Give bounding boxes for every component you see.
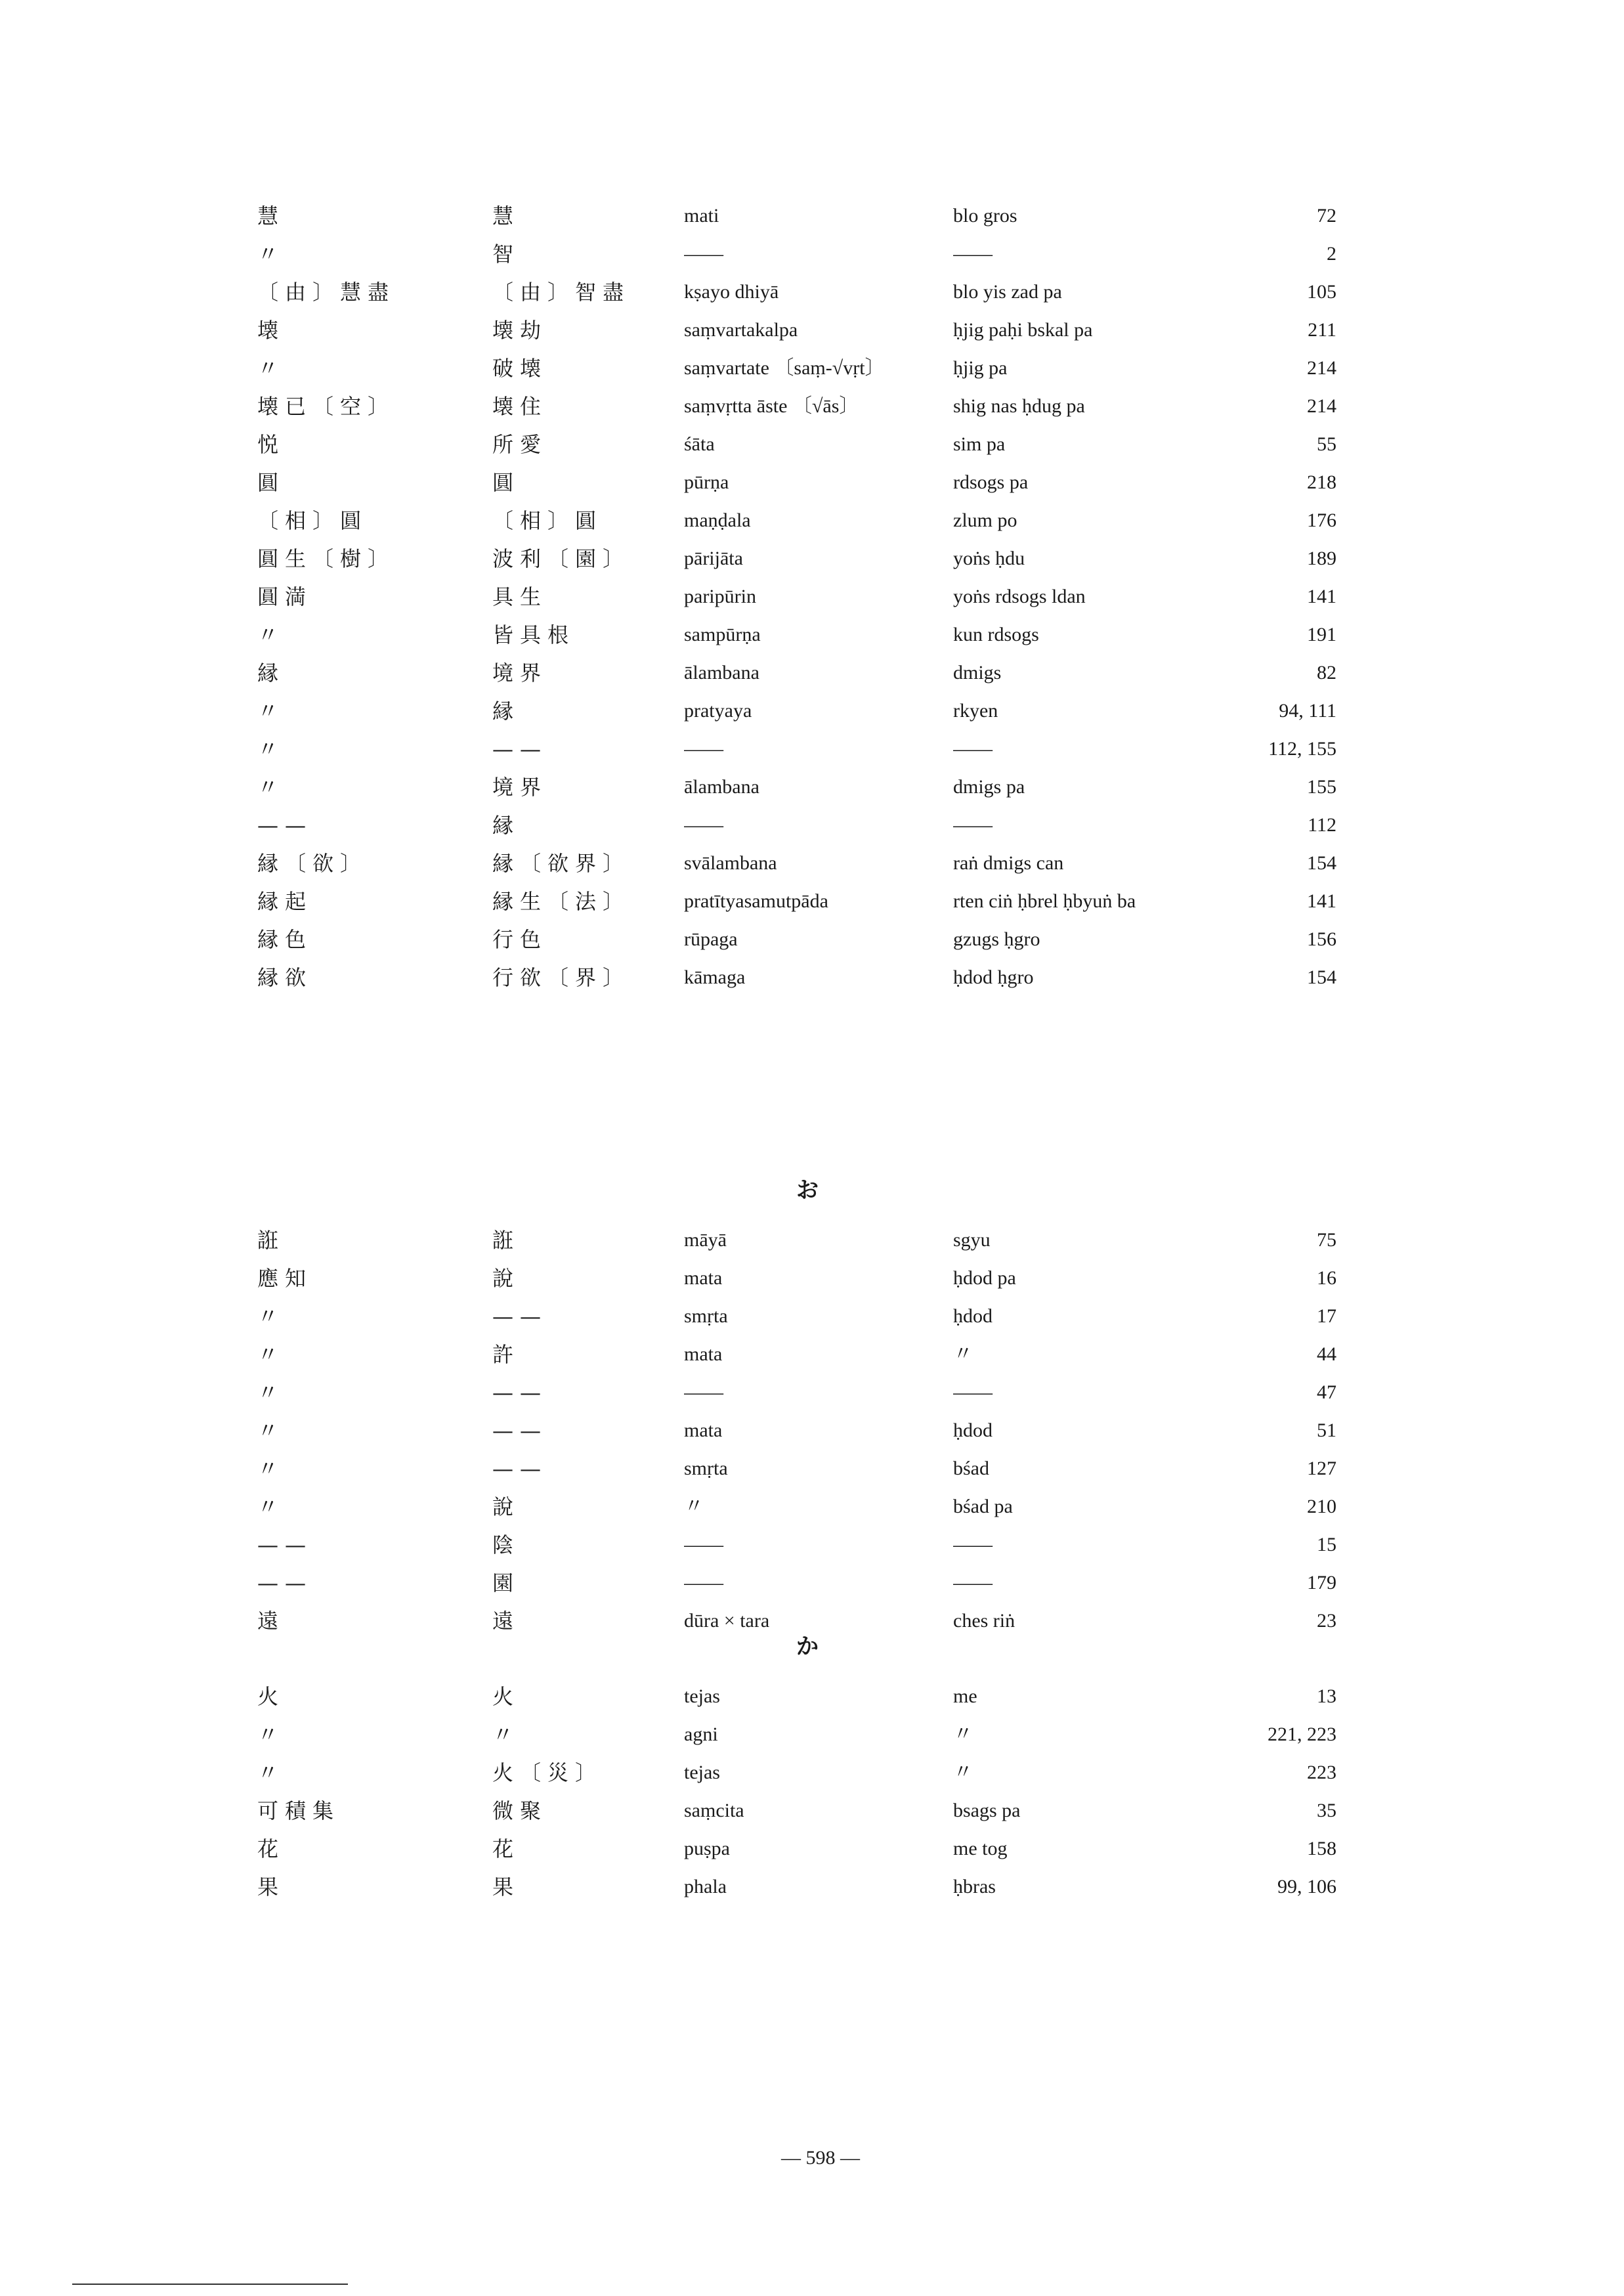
entry-row — [243, 1335, 1359, 1374]
entry-row — [243, 730, 1359, 768]
page-ref: 23 — [1317, 1610, 1336, 1632]
entry-row — [243, 1716, 1359, 1754]
term-sanskrit: —— — [684, 814, 723, 836]
term-chinese-1: —— — [257, 1532, 312, 1557]
term-chinese-2: 火 — [492, 1684, 521, 1709]
term-chinese-2: 陰 — [492, 1532, 521, 1557]
term-chinese-1: 〃 — [257, 1494, 286, 1519]
entry-row — [243, 1488, 1359, 1526]
page-ref: 82 — [1317, 662, 1336, 683]
term-chinese-2: 縁 — [492, 699, 521, 724]
term-tibetan: 〃 — [953, 1762, 973, 1783]
page-ref: 51 — [1317, 1419, 1336, 1441]
term-chinese-2: —— — [492, 1304, 547, 1329]
term-tibetan: me — [953, 1685, 977, 1707]
term-chinese-1: 〃 — [257, 622, 286, 647]
term-sanskrit: māyā — [684, 1229, 727, 1251]
entry-row — [243, 311, 1359, 349]
term-chinese-1: 縁色 — [257, 927, 313, 952]
term-sanskrit: —— — [684, 1381, 723, 1403]
term-chinese-2: 行色 — [492, 927, 548, 952]
term-chinese-1: 〃 — [257, 1456, 286, 1481]
term-tibetan: rdsogs pa — [953, 471, 1029, 493]
page-ref: 35 — [1317, 1800, 1336, 1821]
entry-row — [243, 844, 1359, 882]
page-ref: 154 — [1307, 966, 1336, 988]
page-ref: 112 — [1308, 814, 1336, 836]
entry-section-2 — [243, 1221, 1359, 1640]
term-tibetan: blo yis zad pa — [953, 281, 1062, 303]
term-sanskrit: saṃvṛtta āste 〔√ās〕 — [684, 395, 859, 417]
term-chinese-2: 行欲〔界〕 — [492, 965, 631, 990]
page-ref: 189 — [1307, 548, 1336, 569]
term-tibetan: shig nas ḥdug pa — [953, 395, 1085, 417]
entry-row — [243, 1412, 1359, 1450]
term-tibetan: ḥjig pa — [953, 357, 1008, 379]
term-tibetan: ḥdod ḥgro — [953, 966, 1034, 988]
page-ref: 16 — [1317, 1267, 1336, 1289]
term-tibetan: 〃 — [953, 1723, 973, 1745]
term-chinese-2: 壊劫 — [492, 318, 548, 343]
term-sanskrit: mati — [684, 205, 719, 227]
term-chinese-2: 果 — [492, 1874, 521, 1899]
entry-row — [243, 387, 1359, 425]
term-tibetan: 〃 — [953, 1343, 973, 1365]
page-ref: 158 — [1307, 1838, 1336, 1859]
page-ref: 75 — [1317, 1229, 1336, 1251]
term-sanskrit: kāmaga — [684, 966, 746, 988]
section-heading-ka: か — [796, 1634, 819, 1660]
term-sanskrit: paripūrin — [684, 586, 756, 607]
term-chinese-1: 〃 — [257, 1342, 286, 1367]
page-number: — 598 — — [781, 2147, 860, 2169]
term-chinese-2: 花 — [492, 1836, 521, 1861]
page-ref: 155 — [1307, 776, 1336, 798]
entry-row — [243, 1297, 1359, 1335]
term-sanskrit: mata — [684, 1419, 723, 1441]
entry-row — [243, 616, 1359, 654]
term-chinese-1: 〃 — [257, 699, 286, 724]
entry-row — [243, 768, 1359, 806]
page-ref: 105 — [1307, 281, 1336, 303]
term-sanskrit: mata — [684, 1267, 723, 1289]
term-sanskrit: ālambana — [684, 776, 759, 798]
term-chinese-1: 縁起 — [257, 889, 313, 914]
term-tibetan: ches riṅ — [953, 1610, 1015, 1632]
term-sanskrit: agni — [684, 1723, 718, 1745]
term-chinese-1: 〃 — [257, 737, 286, 762]
term-chinese-2: 所愛 — [492, 432, 548, 457]
page-ref: 47 — [1317, 1381, 1336, 1403]
term-chinese-1: 遠 — [257, 1609, 286, 1634]
term-chinese-2: 園 — [492, 1570, 521, 1595]
term-sanskrit: —— — [684, 738, 723, 760]
term-tibetan: ḥdod pa — [953, 1267, 1016, 1289]
term-chinese-2: 圓 — [492, 470, 521, 495]
entry-section-1 — [243, 197, 1359, 997]
page-ref: 55 — [1317, 433, 1336, 455]
page-ref: 176 — [1307, 509, 1336, 531]
term-tibetan: me tog — [953, 1838, 1008, 1859]
term-sanskrit: ālambana — [684, 662, 759, 683]
term-tibetan: dmigs pa — [953, 776, 1025, 798]
entry-row — [243, 654, 1359, 692]
term-chinese-1: 〃 — [257, 1418, 286, 1443]
term-sanskrit: saṃcita — [684, 1800, 744, 1821]
term-chinese-2: —— — [492, 1456, 547, 1481]
term-sanskrit: smṛta — [684, 1458, 728, 1479]
term-chinese-2: 縁〔欲界〕 — [492, 851, 631, 876]
entry-row — [243, 197, 1359, 235]
term-chinese-2: 縁 — [492, 813, 521, 838]
term-chinese-1: 〃 — [257, 1760, 286, 1785]
entry-row — [243, 921, 1359, 959]
term-chinese-1: 縁欲 — [257, 965, 313, 990]
term-sanskrit: dūra × tara — [684, 1610, 770, 1632]
entry-row — [243, 1374, 1359, 1412]
entry-row — [243, 1221, 1359, 1259]
term-tibetan: —— — [953, 1534, 993, 1555]
term-tibetan: ḥdod — [953, 1419, 993, 1441]
term-chinese-1: 〃 — [257, 356, 286, 381]
page-ref: 15 — [1317, 1534, 1336, 1555]
term-sanskrit: saṃvartakalpa — [684, 319, 798, 341]
term-chinese-2: 境界 — [492, 775, 548, 800]
entry-row — [243, 1259, 1359, 1297]
term-sanskrit: tejas — [684, 1685, 720, 1707]
term-sanskrit: tejas — [684, 1762, 720, 1783]
term-sanskrit: pūrṇa — [684, 471, 729, 493]
term-sanskrit: śāta — [684, 433, 715, 455]
term-tibetan: yoṅs ḥdu — [953, 548, 1025, 569]
term-tibetan: kun rdsogs — [953, 624, 1039, 645]
term-sanskrit: kṣayo dhiyā — [684, 281, 779, 303]
term-chinese-1: 圓満 — [257, 584, 313, 609]
term-chinese-1: 圓生〔樹〕 — [257, 546, 396, 571]
term-chinese-2: 〔相〕圓 — [492, 508, 603, 533]
term-sanskrit: —— — [684, 243, 723, 265]
term-chinese-1: 果 — [257, 1874, 286, 1899]
entry-row — [243, 235, 1359, 273]
term-chinese-2: 〃 — [492, 1722, 521, 1747]
term-chinese-1: 〃 — [257, 1380, 286, 1405]
entry-row — [243, 1678, 1359, 1716]
term-tibetan: —— — [953, 1572, 993, 1593]
page-ref: 17 — [1317, 1305, 1336, 1327]
page-ref: 221, 223 — [1268, 1723, 1336, 1745]
term-chinese-1: 悦 — [257, 432, 286, 457]
entry-row — [243, 1450, 1359, 1488]
page-ref: 112, 155 — [1268, 738, 1336, 760]
term-chinese-1: 慧 — [257, 204, 286, 228]
term-tibetan: —— — [953, 814, 993, 836]
term-tibetan: dmigs — [953, 662, 1002, 683]
entry-row — [243, 1868, 1359, 1906]
term-chinese-1: 縁〔欲〕 — [257, 851, 368, 876]
term-sanskrit: 〃 — [684, 1496, 704, 1517]
page-ref: 141 — [1307, 890, 1336, 912]
entry-row — [243, 425, 1359, 464]
term-sanskrit: —— — [684, 1534, 723, 1555]
term-chinese-2: 火〔災〕 — [492, 1760, 603, 1785]
page-ref: 141 — [1307, 586, 1336, 607]
term-chinese-2: —— — [492, 1418, 547, 1443]
term-sanskrit: sampūrṇa — [684, 624, 761, 645]
term-chinese-2: 皆具根 — [492, 622, 576, 647]
term-tibetan: —— — [953, 738, 993, 760]
term-tibetan: blo gros — [953, 205, 1017, 227]
entry-row — [243, 540, 1359, 578]
entry-row — [243, 502, 1359, 540]
term-chinese-1: 〃 — [257, 1722, 286, 1747]
term-tibetan: ḥbras — [953, 1876, 996, 1897]
page-ref: 72 — [1317, 205, 1336, 227]
term-chinese-1: 〔由〕慧盡 — [257, 280, 396, 305]
page-ref: 156 — [1307, 928, 1336, 950]
entry-row — [243, 273, 1359, 311]
term-chinese-2: 具生 — [492, 584, 548, 609]
term-chinese-1: 〃 — [257, 242, 286, 267]
page-ref: 179 — [1307, 1572, 1336, 1593]
term-chinese-1: 可積集 — [257, 1798, 341, 1823]
term-chinese-2: 境界 — [492, 661, 548, 685]
term-chinese-2: 智 — [492, 242, 521, 267]
term-chinese-1: 〃 — [257, 1304, 286, 1329]
term-chinese-2: 壊住 — [492, 394, 548, 419]
term-sanskrit: pratītyasamutpāda — [684, 890, 828, 912]
term-sanskrit: rūpaga — [684, 928, 738, 950]
page-ref: 218 — [1307, 471, 1336, 493]
page-ref: 99, 106 — [1277, 1876, 1336, 1897]
term-sanskrit: —— — [684, 1572, 723, 1593]
term-chinese-2: 遠 — [492, 1609, 521, 1634]
term-chinese-2: 誑 — [492, 1228, 521, 1253]
term-chinese-1: 誑 — [257, 1228, 286, 1253]
page-ref: 191 — [1307, 624, 1336, 645]
term-tibetan: raṅ dmigs can — [953, 852, 1064, 874]
entry-row — [243, 959, 1359, 997]
term-tibetan: —— — [953, 243, 993, 265]
term-tibetan: gzugs ḥgro — [953, 928, 1040, 950]
entry-row — [243, 692, 1359, 730]
term-chinese-2: —— — [492, 737, 547, 762]
entry-row — [243, 1792, 1359, 1830]
entry-row — [243, 1830, 1359, 1868]
entry-row — [243, 1526, 1359, 1564]
term-chinese-2: 破壊 — [492, 356, 548, 381]
entry-section-3 — [243, 1678, 1359, 1906]
page-ref: 2 — [1327, 243, 1336, 265]
entry-row — [243, 806, 1359, 844]
term-tibetan: ḥjig paḥi bskal pa — [953, 319, 1093, 341]
term-chinese-1: 〃 — [257, 775, 286, 800]
term-sanskrit: pārijāta — [684, 548, 743, 569]
page-ref: 94, 111 — [1279, 700, 1336, 722]
term-sanskrit: saṃvartate 〔saṃ-√vṛt〕 — [684, 357, 885, 379]
term-tibetan: zlum po — [953, 509, 1017, 531]
term-chinese-2: 〔由〕智盡 — [492, 280, 631, 305]
term-chinese-2: 說 — [492, 1266, 521, 1291]
page-ref: 223 — [1307, 1762, 1336, 1783]
page-ref: 44 — [1317, 1343, 1336, 1365]
term-tibetan: bsags pa — [953, 1800, 1021, 1821]
entry-row — [243, 578, 1359, 616]
term-tibetan: sgyu — [953, 1229, 991, 1251]
term-chinese-2: 許 — [492, 1342, 521, 1367]
entry-row — [243, 1754, 1359, 1792]
term-chinese-1: —— — [257, 1570, 312, 1595]
term-chinese-1: 壊 — [257, 318, 286, 343]
term-chinese-2: 說 — [492, 1494, 521, 1519]
term-sanskrit: pratyaya — [684, 700, 752, 722]
term-chinese-1: 壊已〔空〕 — [257, 394, 396, 419]
term-tibetan: —— — [953, 1381, 993, 1403]
term-chinese-1: 火 — [257, 1684, 286, 1709]
term-tibetan: rkyen — [953, 700, 998, 722]
page-ref: 211 — [1308, 319, 1336, 341]
term-tibetan: ḥdod — [953, 1305, 993, 1327]
term-sanskrit: svālambana — [684, 852, 777, 874]
page-ref: 13 — [1317, 1685, 1336, 1707]
entry-row — [243, 1564, 1359, 1602]
footer-rule — [72, 2284, 348, 2285]
page-ref: 214 — [1307, 357, 1336, 379]
page-ref: 127 — [1307, 1458, 1336, 1479]
entry-row — [243, 464, 1359, 502]
page-ref: 210 — [1307, 1496, 1336, 1517]
section-heading-o: お — [796, 1177, 819, 1203]
term-sanskrit: mata — [684, 1343, 723, 1365]
page-ref: 154 — [1307, 852, 1336, 874]
term-tibetan: rten ciṅ ḥbrel ḥbyuṅ ba — [953, 890, 1136, 912]
term-sanskrit: puṣpa — [684, 1838, 730, 1859]
term-chinese-1: 花 — [257, 1836, 286, 1861]
term-chinese-1: 圓 — [257, 470, 286, 495]
term-tibetan: bśad pa — [953, 1496, 1013, 1517]
term-tibetan: yoṅs rdsogs ldan — [953, 586, 1086, 607]
term-chinese-2: 慧 — [492, 204, 521, 228]
term-chinese-2: —— — [492, 1380, 547, 1405]
term-chinese-1: —— — [257, 813, 312, 838]
entry-row — [243, 882, 1359, 921]
entry-row — [243, 349, 1359, 387]
term-chinese-2: 微聚 — [492, 1798, 548, 1823]
term-sanskrit: maṇḍala — [684, 509, 751, 531]
page-ref: 214 — [1307, 395, 1336, 417]
term-tibetan: bśad — [953, 1458, 989, 1479]
term-chinese-1: 縁 — [257, 661, 286, 685]
term-sanskrit: phala — [684, 1876, 727, 1897]
term-chinese-1: 應知 — [257, 1266, 313, 1291]
term-chinese-2: 縁生〔法〕 — [492, 889, 631, 914]
term-chinese-1: 〔相〕圓 — [257, 508, 368, 533]
term-tibetan: sim pa — [953, 433, 1006, 455]
term-sanskrit: smṛta — [684, 1305, 728, 1327]
term-chinese-2: 波利〔園〕 — [492, 546, 631, 571]
